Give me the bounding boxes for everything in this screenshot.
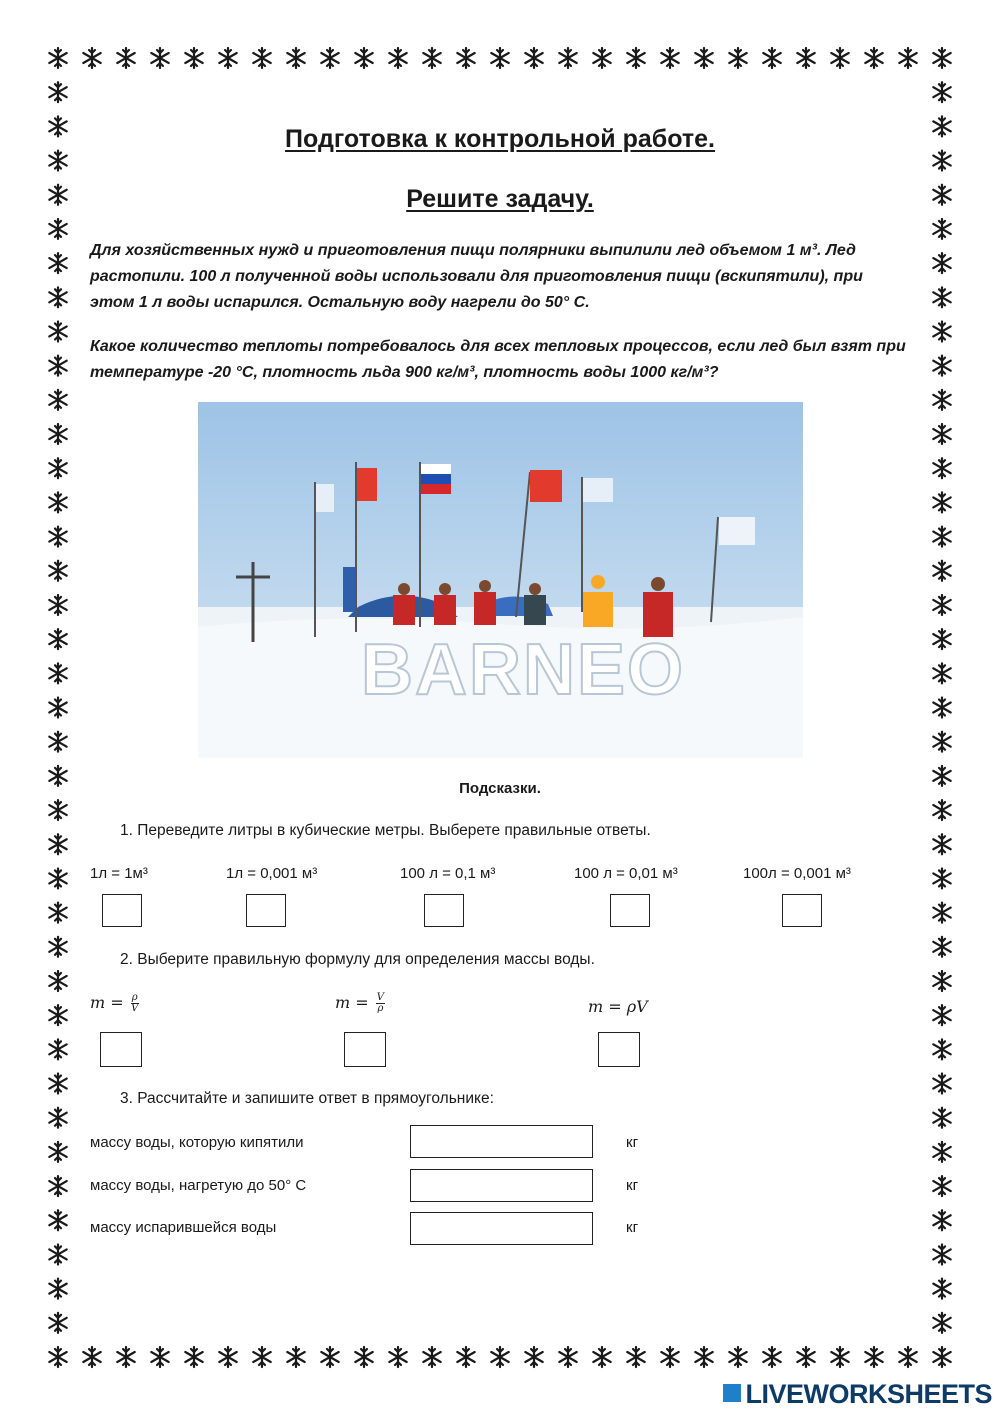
polar-station-photo (198, 402, 803, 758)
q1-option-2-label: 1л = 0,001 м³ (226, 865, 318, 882)
task-question: Какое количество теплоты потребовалось для всех тепловых процессов, если лед был взят при температуре -20 °С, плотность льда 900 кг/м³, плотность воды 1000 кг/м³? (90, 338, 906, 381)
question-2-text: 2. Выберите правильную формулу для определения массы воды. (120, 951, 595, 968)
q2-option-2-checkbox[interactable] (344, 1032, 386, 1067)
q2-option-3-checkbox[interactable] (598, 1032, 640, 1067)
q3-row-2-answer-input[interactable] (410, 1169, 593, 1202)
question-1-text: 1. Переведите литры в кубические метры. Выберете правильные ответы. (120, 822, 651, 839)
q1-option-3-checkbox[interactable] (424, 894, 464, 927)
q3-row-1-unit: кг (626, 1134, 639, 1151)
q3-row-3-label: массу испарившейся воды (90, 1219, 277, 1236)
page-subtitle: Решите задачу. (406, 185, 594, 213)
q3-row-1-label: массу воды, которую кипятили (90, 1134, 304, 1151)
q1-option-5-checkbox[interactable] (782, 894, 822, 927)
q3-row-2-unit: кг (626, 1177, 639, 1194)
q1-option-3-label: 100 л = 0,1 м³ (400, 865, 496, 882)
q3-row-3-answer-input[interactable] (410, 1212, 593, 1245)
q1-option-2-checkbox[interactable] (246, 894, 286, 927)
q1-option-5-label: 100л = 0,001 м³ (743, 865, 851, 882)
barneo-sign: BARNEO (360, 630, 686, 710)
q1-option-1-checkbox[interactable] (102, 894, 142, 927)
q2-formula-2: m = $\frac{V}{\rho}$ (335, 992, 384, 1014)
liveworksheets-logo[interactable]: LIVEWORKSHEETS (723, 1379, 992, 1410)
page-title: Подготовка к контрольной работе. (285, 125, 715, 153)
q1-option-4-checkbox[interactable] (610, 894, 650, 927)
q2-formula-1: m = $\frac{\rho}{V}$ (90, 992, 139, 1014)
q3-row-3-unit: кг (626, 1219, 639, 1236)
hints-title: Подсказки. (459, 780, 541, 797)
logo-mark-icon (723, 1384, 741, 1402)
question-3-text: 3. Рассчитайте и запишите ответ в прямоугольнике: (120, 1090, 494, 1107)
q3-row-2-label: массу воды, нагретую до 50° С (90, 1177, 307, 1194)
q2-option-1-checkbox[interactable] (100, 1032, 142, 1067)
q1-option-4-label: 100 л = 0,01 м³ (574, 865, 678, 882)
q3-row-1-answer-input[interactable] (410, 1125, 593, 1158)
q2-formula-3: m = ρV (588, 997, 648, 1016)
task-condition: Для хозяйственных нужд и приготовления пищи полярники выпилили лед объемом 1 м³. Лед растопили. 100 л полученной воды использовали для приготовления пищи (вскипятили), при этом 1 л воды испарился. Остальную воду нагрели до 50° С. (90, 242, 863, 311)
q1-option-1-label: 1л = 1м³ (90, 865, 148, 882)
